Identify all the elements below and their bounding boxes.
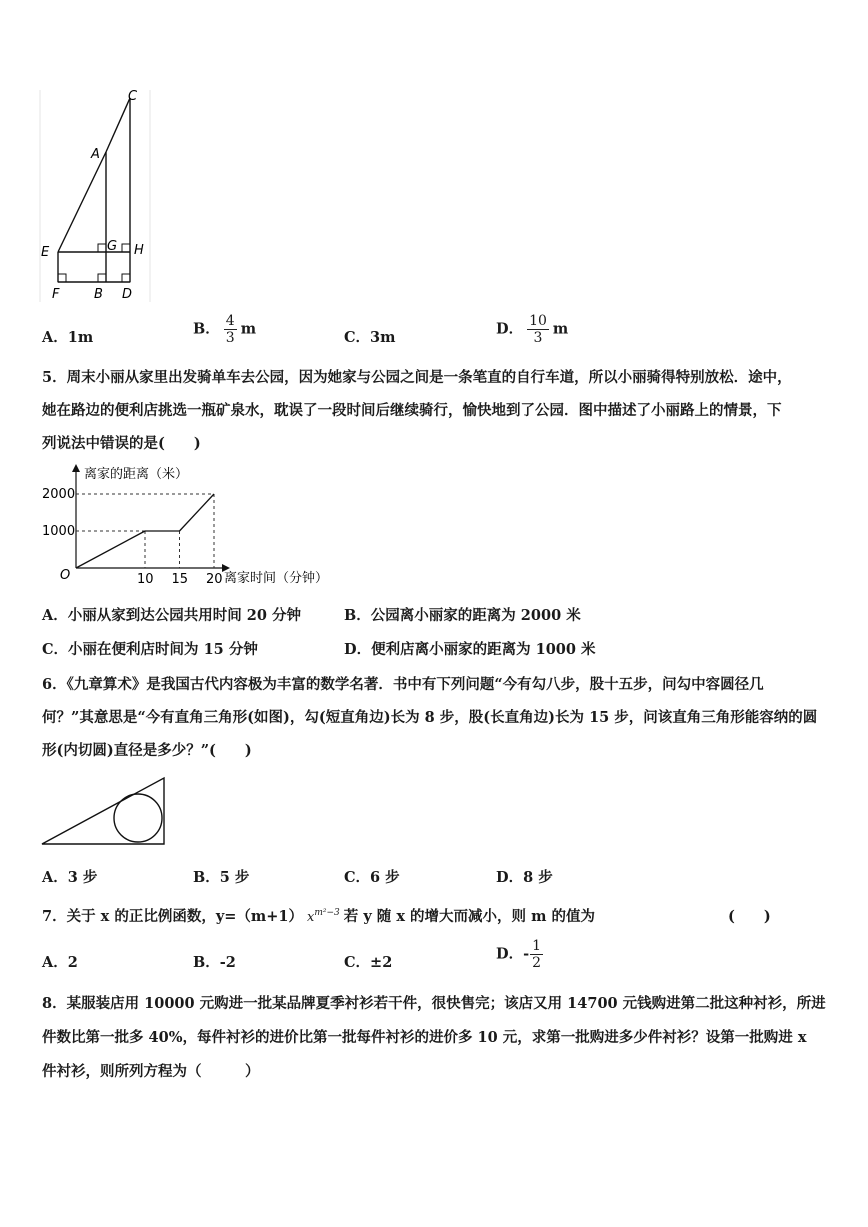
q7-text-after: 若 y 随 x 的增大而减小，则 m 的值为 [343, 908, 595, 925]
label-A: A [91, 147, 100, 162]
y-axis-arrow [72, 464, 80, 472]
q4-option-d-unit: m [552, 320, 569, 338]
q4-option-d[interactable] [496, 313, 568, 346]
q4-option-a[interactable]: A．1m [42, 329, 94, 346]
q7-option-c[interactable]: C．±2 [344, 954, 393, 971]
q5-option-d[interactable]: D．便利店离小丽家的距离为 1000 米 [344, 641, 596, 658]
q6-line-1: 6．《九章算术》是我国古代内容极为丰富的数学名著．书中有下列问题“今有勾八步，股十五步，问勾中容圆径几 [42, 676, 764, 693]
label-D: D [122, 287, 133, 302]
label-E: E [41, 245, 50, 260]
q4-option-b[interactable] [193, 313, 256, 346]
q6-line-2: 何？”其意思是“今有直角三角形(如图)，勾(短直角边)长为 8 步，股(长直角边)长为 15 步，问该直角三角形能容纳的圆 [42, 709, 818, 726]
q5-line-3: 列说法中错误的是( ) [42, 435, 201, 452]
label-C: C [128, 89, 138, 104]
q7-power-exponent: m²−3 [314, 908, 340, 919]
right-triangle [42, 778, 164, 844]
q4-geometry-figure [38, 88, 158, 304]
q5-line-1: 5．周末小丽从家里出发骑单车去公园，因为她家与公园之间是一条笔直的自行车道，所以小丽骑得特别放松．途中， [42, 369, 792, 386]
x-tick-label: 15 [171, 572, 189, 587]
y-axis-label: 离家的距离（米） [84, 467, 189, 482]
label-H: H [134, 243, 144, 258]
q4-option-b-unit: m [240, 320, 257, 338]
series-segment [76, 531, 145, 568]
q5-option-b[interactable]: B．公园离小丽家的距离为 2000 米 [344, 607, 581, 624]
q7-option-b[interactable]: B．-2 [193, 954, 236, 971]
q5-option-c[interactable]: C．小丽在便利店时间为 15 分钟 [42, 641, 258, 658]
q8-line-1: 8．某服装店用 10000 元购进一批某品牌夏季衬衫若干件，很快售完；该店又用 14700 元钱购进第二批这种衬衫，所进 [42, 995, 826, 1012]
q5-option-a[interactable]: A．小丽从家到达公园共用时间 20 分钟 [42, 607, 302, 624]
q8-line-3: 件衬衫，则所列方程为（ ） [42, 1063, 260, 1080]
q7-power-base: x [307, 910, 315, 925]
q5-distance-time-chart [38, 462, 348, 592]
q7-answer-paren: ( ) [728, 908, 771, 925]
y-tick-label: 1000 [42, 524, 76, 539]
x-tick-label: 10 [137, 572, 154, 587]
q7-text-before: 7．关于 x 的正比例函数，y=（m+1） [42, 908, 303, 925]
q7-option-a[interactable]: A．2 [42, 954, 78, 971]
q8-line-2: 件数比第一批多 40%，每件衬衫的进价比第一批每件衬衫的进价多 10 元，求第一批购进多少件衬衫？设第一批购进 x [42, 1029, 807, 1046]
y-tick-label: 2000 [42, 487, 76, 502]
q5-line-2: 她在路边的便利店挑选一瓶矿泉水，耽误了一段时间后继续骑行，愉快地到了公园．图中描述了小丽路上的情景，下 [42, 402, 782, 419]
q6-option-c[interactable]: C．6 步 [344, 869, 400, 886]
label-G: G [107, 239, 118, 254]
q7-stem [42, 905, 595, 926]
q6-option-a[interactable]: A．3 步 [42, 869, 98, 886]
q6-option-d[interactable]: D．8 步 [496, 869, 553, 886]
q4-option-c[interactable]: C．3m [344, 329, 396, 346]
x-tick-label: 20 [206, 572, 223, 587]
q7-option-d-fraction: $\frac{1}{2}$ [532, 938, 542, 971]
q7-option-d[interactable] [496, 938, 547, 971]
q4-option-d-prefix: D． [496, 320, 524, 338]
label-B: B [94, 287, 103, 302]
incircle [114, 794, 162, 842]
q7-power [307, 909, 340, 925]
x-axis-label: 离家时间（分钟） [224, 571, 329, 586]
origin-label: O [60, 568, 71, 583]
q6-triangle-incircle-figure [38, 774, 170, 848]
series-segment [180, 494, 215, 531]
q7-option-d-prefix: D．- [496, 945, 530, 963]
q4-option-b-prefix: B． [193, 320, 220, 338]
q6-option-b[interactable]: B．5 步 [193, 869, 250, 886]
q4-option-b-fraction: $\frac{4}{3}$ [225, 313, 235, 346]
label-F: F [52, 287, 60, 302]
q6-line-3: 形(内切圆)直径是多少？”( ) [42, 742, 252, 759]
q4-option-d-fraction: $\frac{10}{3}$ [529, 313, 547, 346]
